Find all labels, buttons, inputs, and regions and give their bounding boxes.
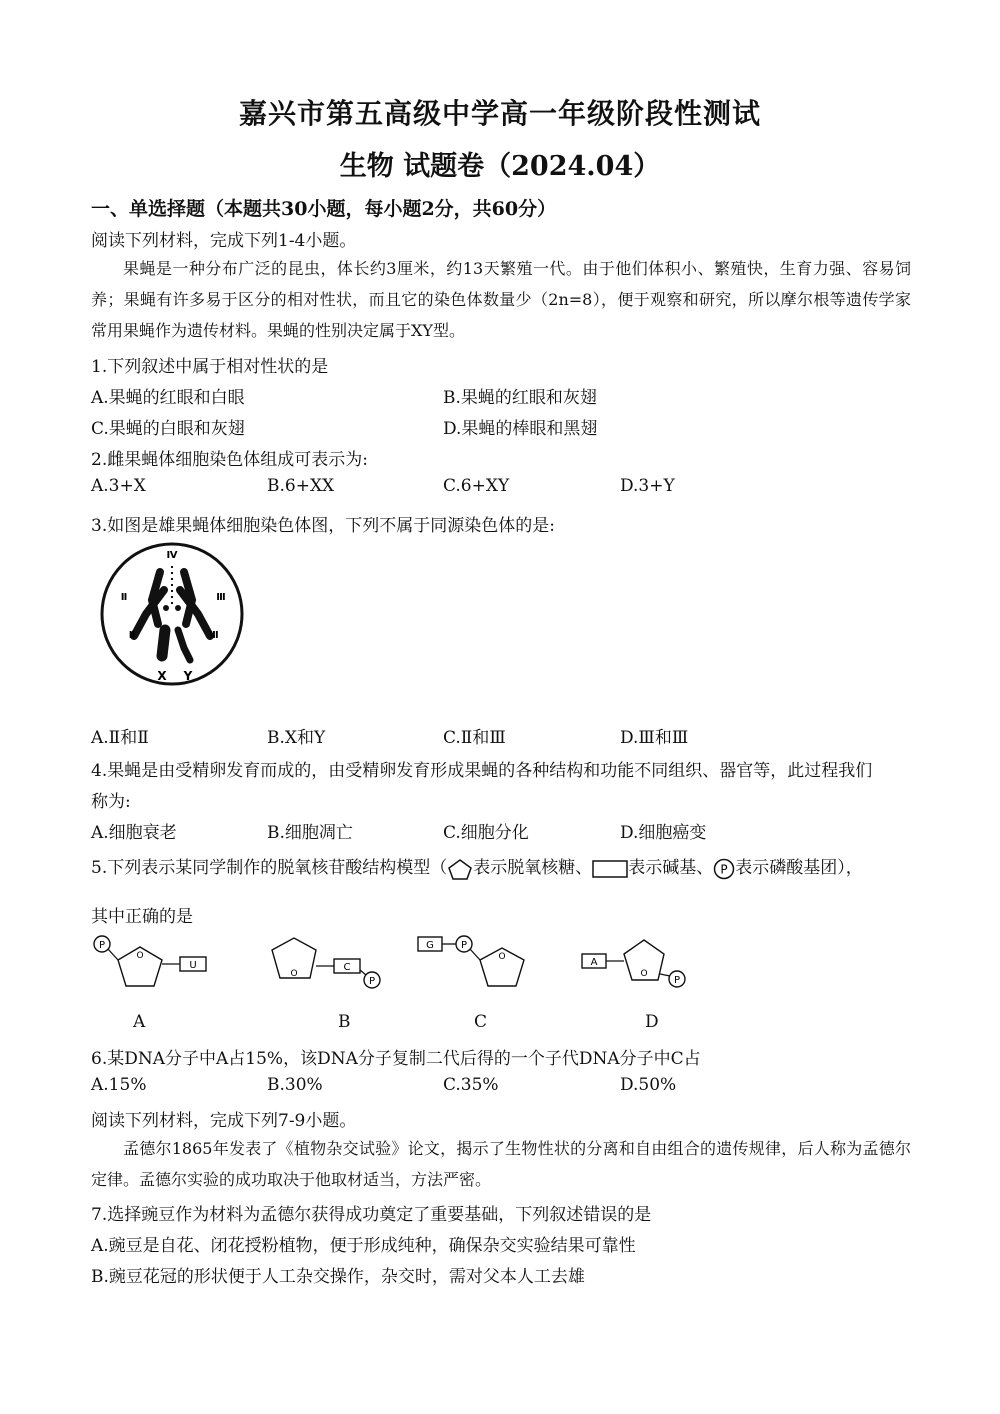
q7-stem: 7.选择豌豆作为材料为孟德尔获得成功奠定了重要基础，下列叙述错误的是 bbox=[91, 1205, 652, 1225]
svg-text:O: O bbox=[136, 951, 144, 961]
q6-option-c[interactable]: C.35% bbox=[443, 1075, 499, 1095]
model-d[interactable] bbox=[578, 930, 708, 1000]
q3-stem: 3.如图是雄果蝇体细胞染色体图，下列不属于同源染色体的是: bbox=[91, 516, 555, 536]
chromosome-iv-dot-right bbox=[175, 605, 181, 611]
svg-text:P: P bbox=[98, 940, 106, 951]
svg-text:U: U bbox=[189, 960, 197, 971]
label-iii-bottom: Ⅲ bbox=[209, 630, 219, 641]
material-2-intro: 阅读下列材料，完成下列7-9小题。 bbox=[91, 1111, 357, 1131]
q6-option-a[interactable]: A.15% bbox=[91, 1075, 147, 1095]
svg-text:O: O bbox=[640, 969, 648, 979]
q2-option-a[interactable]: A.3+X bbox=[91, 476, 146, 496]
label-iv: Ⅳ bbox=[166, 550, 178, 561]
cell-outline bbox=[102, 544, 242, 684]
q6-option-d[interactable]: D.50% bbox=[620, 1075, 677, 1095]
q3-option-c[interactable]: C.Ⅱ和Ⅲ bbox=[443, 728, 506, 748]
q2-stem: 2.雌果蝇体细胞染色体组成可表示为: bbox=[91, 450, 368, 470]
chromosome-x bbox=[162, 630, 165, 656]
q5-stem-sugar: 表示脱氧核糖、 bbox=[473, 858, 593, 878]
q3-option-a[interactable]: A.Ⅱ和Ⅱ bbox=[91, 728, 149, 748]
svg-text:A: A bbox=[590, 957, 598, 968]
model-b[interactable] bbox=[266, 930, 396, 1000]
rectangle-base-icon bbox=[592, 859, 628, 879]
q5-stem-phosphate: 表示磷酸基团）， bbox=[735, 858, 863, 878]
q3-option-b[interactable]: B.X和Y bbox=[267, 728, 326, 748]
svg-text:O: O bbox=[290, 969, 298, 979]
label-x: X bbox=[157, 669, 167, 683]
q5-stem bbox=[91, 853, 863, 880]
label-ii-top: Ⅱ bbox=[120, 592, 128, 603]
q7-option-b[interactable]: B.豌豆花冠的形状便于人工杂交操作，杂交时，需对父本人工去雄 bbox=[91, 1267, 585, 1287]
model-d-label: D bbox=[645, 1012, 659, 1032]
q2-option-c[interactable]: C.6+XY bbox=[443, 476, 510, 496]
q4-option-c[interactable]: C.细胞分化 bbox=[443, 823, 529, 843]
q4-option-b[interactable]: B.细胞凋亡 bbox=[267, 823, 353, 843]
label-ii-bottom: Ⅱ bbox=[128, 630, 136, 641]
q1-option-a[interactable]: A.果蝇的红眼和白眼 bbox=[91, 388, 245, 408]
label-iii-top: Ⅲ bbox=[216, 592, 226, 603]
q2-option-d[interactable]: D.3+Y bbox=[620, 476, 675, 496]
model-b-label: B bbox=[338, 1012, 351, 1032]
svg-text:G: G bbox=[426, 940, 434, 951]
q4-stem-line2: 称为: bbox=[91, 792, 131, 812]
q4-option-d[interactable]: D.细胞癌变 bbox=[620, 823, 707, 843]
q4-option-a[interactable]: A.细胞衰老 bbox=[91, 823, 177, 843]
chromosome-figure bbox=[98, 540, 246, 690]
exam-subtitle: 生物 试题卷（2024.04） bbox=[339, 151, 661, 182]
model-c[interactable] bbox=[414, 930, 544, 1000]
material-1-text: 果蝇是一种分布广泛的昆虫，体长约3厘米，约13天繁殖一代。由于他们体积小、繁殖快，生育力强、容易饲养；果蝇有许多易于区分的相对性状，而且它的染色体数量少（2n=8），便于观察和研究，所以摩尔根等遗传学家常用果蝇作为遗传材料。果蝇的性别决定属于XY型。 bbox=[91, 259, 911, 340]
svg-text:P: P bbox=[673, 975, 681, 986]
q1-option-c[interactable]: C.果蝇的白眼和灰翅 bbox=[91, 419, 245, 439]
q3-option-d[interactable]: D.Ⅲ和Ⅲ bbox=[620, 728, 689, 748]
section-heading: 一、单选择题（本题共30小题，每小题2分，共60分） bbox=[91, 198, 557, 220]
model-a-label: A bbox=[133, 1012, 146, 1032]
chromosome-y bbox=[178, 630, 190, 660]
material-2-text: 孟德尔1865年发表了《植物杂交试验》论文，揭示了生物性状的分离和自由组合的遗传规律，后人称为孟德尔定律。孟德尔实验的成功取决于他取材适当，方法严密。 bbox=[91, 1139, 911, 1189]
svg-text:P: P bbox=[720, 862, 728, 876]
material-1-intro: 阅读下列材料，完成下列1-4小题。 bbox=[91, 231, 357, 251]
model-c-label: C bbox=[474, 1012, 488, 1032]
q5-stem-base: 表示碱基、 bbox=[628, 858, 714, 878]
q7-option-a[interactable]: A.豌豆是自花、闭花授粉植物，便于形成纯种，确保杂交实验结果可靠性 bbox=[91, 1236, 636, 1256]
q1-option-d[interactable]: D.果蝇的棒眼和黑翅 bbox=[443, 419, 598, 439]
q2-option-b[interactable]: B.6+XX bbox=[267, 476, 335, 496]
chromosome-iv-dot-left bbox=[163, 605, 169, 611]
model-a[interactable] bbox=[88, 930, 218, 1000]
circle-p-phosphate-icon bbox=[713, 858, 735, 880]
svg-text:O: O bbox=[498, 952, 506, 962]
q5-stem-line2: 其中正确的是 bbox=[91, 907, 193, 927]
q1-stem: 1.下列叙述中属于相对性状的是 bbox=[91, 357, 329, 377]
q1-option-b[interactable]: B.果蝇的红眼和灰翅 bbox=[443, 388, 597, 408]
pentagon-sugar-icon bbox=[447, 858, 473, 880]
q6-stem: 6.某DNA分子中A占15%，该DNA分子复制二代后得的一个子代DNA分子中C占 bbox=[91, 1049, 701, 1069]
svg-text:P: P bbox=[368, 976, 376, 987]
exam-title: 嘉兴市第五高级中学高一年级阶段性测试 bbox=[238, 97, 761, 130]
q4-stem-line1: 4.果蝇是由受精卵发育而成的，由受精卵发育形成果蝇的各种结构和功能不同组织、器官等，此过程我们 bbox=[91, 761, 873, 781]
svg-text:P: P bbox=[460, 940, 468, 951]
svg-text:C: C bbox=[343, 962, 351, 973]
label-y: Y bbox=[183, 669, 193, 683]
q5-stem-pre: 5.下列表示某同学制作的脱氧核苷酸结构模型（ bbox=[91, 858, 448, 878]
q6-option-b[interactable]: B.30% bbox=[267, 1075, 323, 1095]
